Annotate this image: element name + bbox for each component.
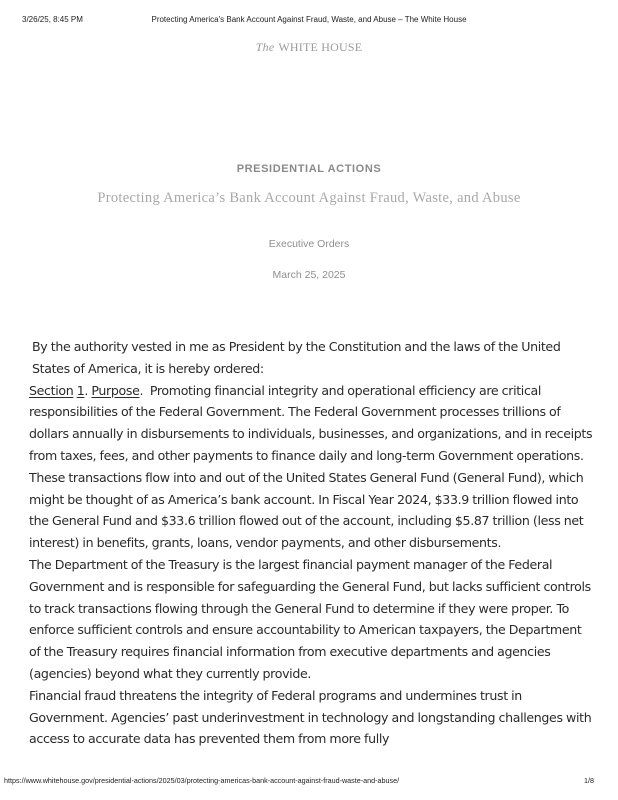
- page-title: Protecting America’s Bank Account Against Fraud, Waste, and Abuse: [97, 190, 521, 206]
- fraud-paragraph: Financial fraud threatens the integrity of Federal programs and undermines trust in Government. Agencies’ past underinvestment in technology and longstanding challenges with access to accurate data has prevented them from more fully: [29, 687, 592, 747]
- treasury-paragraph: The Department of the Treasury is the largest financial payment manager of the Federal Government and is responsible for safeguarding the General Fund, but lacks sufficient controls to track transactions flowing through the General Fund to determine if they were proper. To enforce sufficient controls and ensure accountability to American taxpayers, the Department of the Treasury requires financial information from executive departments and agencies (agencies) beyond what they currently provide.: [29, 556, 591, 681]
- white-house-logo[interactable]: [0, 40, 618, 55]
- section-title: Purpose: [91, 382, 140, 398]
- logo-the: The: [255, 40, 275, 54]
- print-header: [0, 15, 618, 27]
- section-1-paragraph: Section 1. Purpose. Promoting financial integrity and operational efficiency are critical responsibilities of the Federal Government. The Federal Government processes trillions of dollars annually in disbursements to individuals, businesses, and organizations, and in receipts from taxes, fees, and other payments to finance daily and long-term Government operations. These transactions flow into and out of the United States General Fund (General Fund), which might be thought of as America’s bank account. In Fiscal Year 2024, $33.9 trillion flowed into the General Fund and $33.6 trillion flowed out of the account, including $5.87 trillion (less net interest) in benefits, grants, loans, vendor payments, and other disbursements.: [29, 382, 593, 551]
- print-datetime: 3/26/25, 8:45 PM: [22, 15, 83, 24]
- section-label: Section: [29, 382, 74, 398]
- print-url: https://www.whitehouse.gov/presidential-actions/2025/03/protecting-americas-bank-account-against-fraud-waste-and-abuse/: [4, 776, 400, 785]
- category-link[interactable]: Executive Orders: [268, 238, 350, 250]
- print-page-title: Protecting America's Bank Account Against Fraud, Waste, and Abuse – The White House: [151, 15, 467, 24]
- print-footer: [0, 776, 618, 788]
- publish-date: March 25, 2025: [272, 269, 346, 281]
- article-body: [29, 336, 595, 750]
- section-kicker[interactable]: PRESIDENTIAL ACTIONS: [236, 163, 382, 175]
- section-number: 1: [76, 382, 85, 398]
- print-page-number: 1/8: [584, 776, 594, 785]
- logo-name: WHITE HOUSE: [278, 40, 363, 54]
- intro-paragraph: By the authority vested in me as President by the Constitution and the laws of the United States of America, it is hereby ordered:: [32, 339, 561, 376]
- section-1-text: Promoting financial integrity and operational efficiency are critical responsibilities of the Federal Government. The Federal Government processes trillions of dollars annually in disbursements to individuals, businesses, and organizations, and in receipts from taxes, fees, and other payments to finance daily and long-term Government operations. These transactions flow into and out of the United States General Fund (General Fund), which might be thought of as America’s bank account. In Fiscal Year 2024, $33.9 trillion flowed into the General Fund and $33.6 trillion flowed out of the account, including $5.87 trillion (less net interest) in benefits, grants, loans, vendor payments, and other disbursements.: [29, 382, 593, 551]
